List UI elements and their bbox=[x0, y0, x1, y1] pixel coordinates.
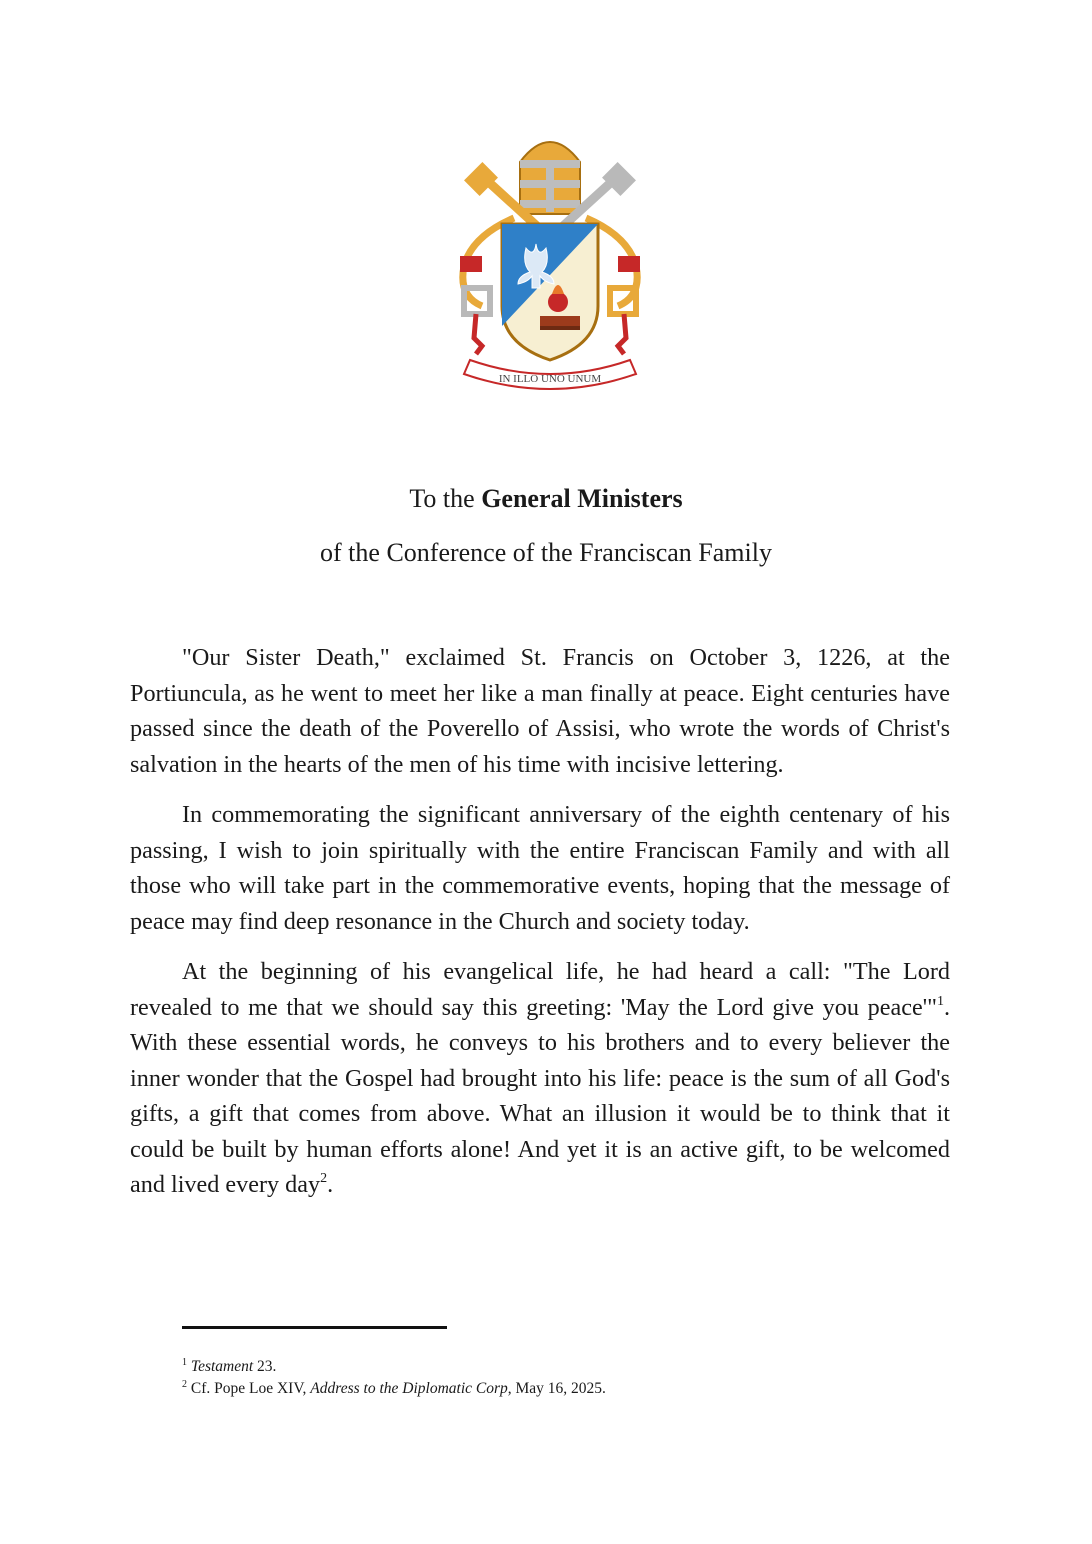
footnote-ref-2[interactable]: 2 bbox=[320, 1171, 328, 1186]
paragraph-3-part-a: At the beginning of his evangelical life, he had heard a call: "The Lord revealed to me that we should say this greeting: 'May the Lord give you peace'" bbox=[130, 958, 950, 1021]
footnote-1-number: 1 bbox=[182, 1357, 187, 1368]
paragraph-3 bbox=[130, 954, 950, 1203]
footnote-2-prefix: Cf. Pope Loe XIV, bbox=[190, 1380, 311, 1397]
paragraph-1: "Our Sister Death," exclaimed St. Francis on October 3, 1226, at the Portiuncula, as he went to meet her like a man finally at peace. Eight centuries have passed since the death of the Poverello of Assisi, who wrote the words of Christ's salvation in the hearts of the men of his time with incisive lettering. bbox=[130, 644, 950, 778]
addressee-bold: General Ministers bbox=[481, 484, 683, 513]
footnote-2-rest: , May 16, 2025. bbox=[507, 1380, 606, 1397]
footnote-1 bbox=[182, 1356, 942, 1378]
footnote-2-number: 2 bbox=[182, 1379, 187, 1390]
footnote-divider bbox=[182, 1326, 447, 1329]
footnote-2-title: Address to the Diplomatic Corp bbox=[310, 1380, 508, 1397]
papal-coat-of-arms bbox=[452, 126, 648, 396]
paragraph-3-part-b: . With these essential words, he conveys to his brothers and to every believer the inner wonder that the Gospel had brought into his life: peace is the sum of all God's gifts, a gift that comes from above. What an illusion it would be to think that it could be built by human efforts alone! And yet it is an active gift, to be welcomed and lived every day bbox=[130, 993, 950, 1198]
footnote-1-rest: 23. bbox=[253, 1358, 277, 1375]
footnote-1-title: Testament bbox=[190, 1358, 254, 1375]
addressee-line-2: of the Conference of the Franciscan Family bbox=[320, 538, 772, 567]
addressee-line-1 bbox=[0, 484, 1092, 514]
footnote-ref-1[interactable]: 1 bbox=[936, 993, 944, 1009]
footnote-2 bbox=[182, 1378, 942, 1400]
motto-text: IN ILLO UNO UNUM bbox=[498, 373, 602, 385]
letter-body bbox=[130, 640, 950, 1218]
addressee-prefix: To the bbox=[409, 484, 482, 513]
paragraph-3-part-c: . bbox=[327, 1171, 334, 1198]
coat-of-arms-icon bbox=[452, 126, 648, 396]
paragraph-2: In commemorating the significant anniversary of the eighth centenary of his passing, I wish to join spiritually with the entire Franciscan Family and with all those who will take part in the commemorative events, hoping that the message of peace may find deep resonance in the Church and society today. bbox=[130, 801, 950, 935]
footnotes bbox=[182, 1356, 942, 1400]
